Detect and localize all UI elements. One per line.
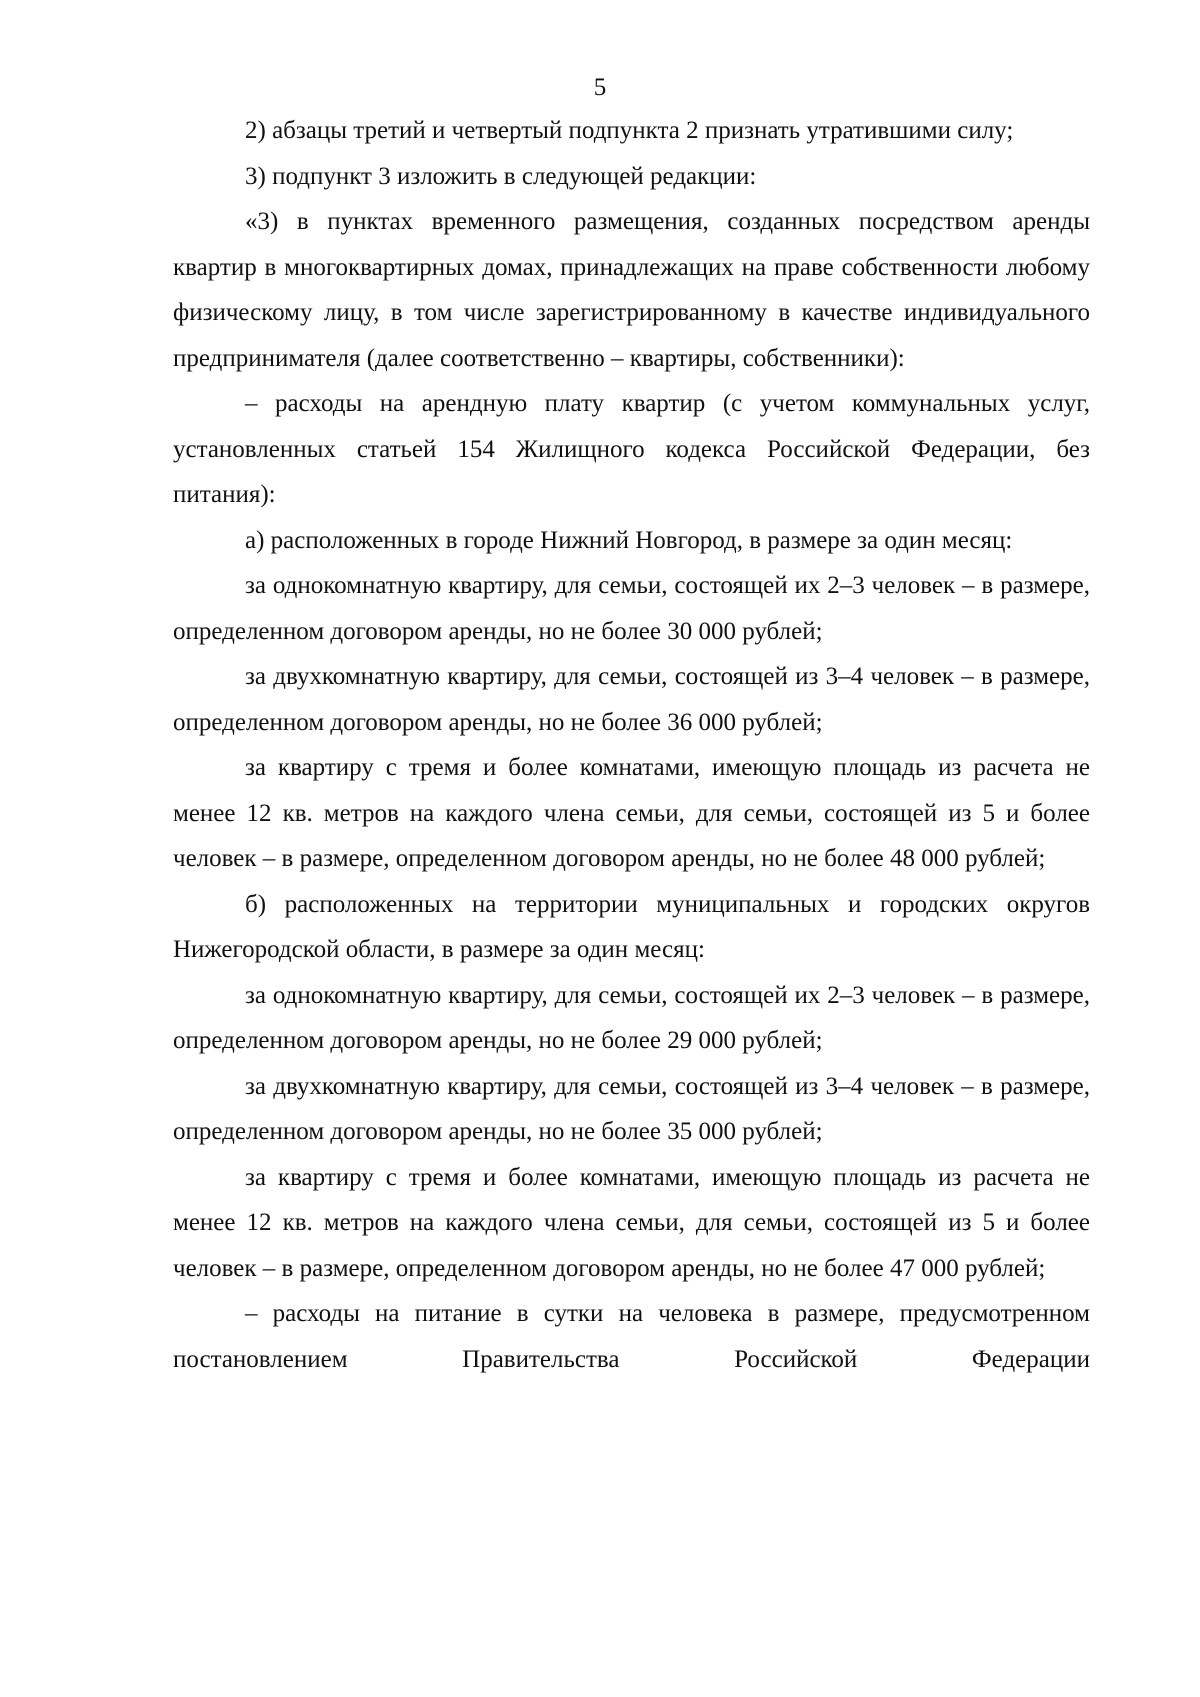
paragraph-food-expenses: – расходы на питание в сутки на человека в размере, предусмотренном постановлением Правительства Российской Федерации: [173, 1300, 1090, 1373]
page-number: 5: [593, 74, 607, 101]
paragraph-b-two-room: за двухкомнатную квартиру, для семьи, состоящей из 3–4 человек – в размере, определенном договором аренды, но не более 35 000 рублей;: [173, 1072, 1090, 1145]
paragraph-quote-3: «3) в пунктах временного размещения, созданных посредством аренды квартир в многоквартирных домах, принадлежащих на праве собственности любому физическому лицу, в том числе зарегистрированному в качестве индивидуального предпринимателя (далее соответственно – квартиры, собственники):: [173, 208, 1090, 372]
paragraph-a-two-room: за двухкомнатную квартиру, для семьи, состоящей из 3–4 человек – в размере, определенном договором аренды, но не более 36 000 рублей;: [173, 663, 1090, 736]
document-body: [173, 108, 1090, 1382]
paragraph-b-three-room: за квартиру с тремя и более комнатами, имеющую площадь из расчета не менее 12 кв. метров на каждого члена семьи, для семьи, состоящей из 5 и более человек – в размере, определенном договором аренды, но не более 47 000 рублей;: [173, 1163, 1090, 1282]
paragraph-item-2: 2) абзацы третий и четвертый подпункта 2 признать утратившими силу;: [245, 117, 1014, 144]
paragraph-sub-b: б) расположенных на территории муниципальных и городских округов Нижегородской области, в размере за один месяц:: [173, 890, 1090, 963]
paragraph-rent-expenses: – расходы на арендную плату квартир (с учетом коммунальных услуг, установленных статьей 154 Жилищного кодекса Российской Федерации, без питания):: [173, 390, 1090, 508]
paragraph-a-one-room: за однокомнатную квартиру, для семьи, состоящей их 2–3 человек – в размере, определенном договором аренды, но не более 30 000 рублей;: [173, 572, 1090, 645]
paragraph-b-one-room: за однокомнатную квартиру, для семьи, состоящей их 2–3 человек – в размере, определенном договором аренды, но не более 29 000 рублей;: [173, 981, 1090, 1054]
paragraph-sub-a: а) расположенных в городе Нижний Новгород, в размере за один месяц:: [245, 526, 1013, 554]
paragraph-a-three-room: за квартиру с тремя и более комнатами, имеющую площадь из расчета не менее 12 кв. метров на каждого члена семьи, для семьи, состоящей из 5 и более человек – в размере, определенном договором аренды, но не более 48 000 рублей;: [173, 754, 1090, 872]
paragraph-item-3-intro: 3) подпункт 3 изложить в следующей редакции:: [245, 162, 757, 190]
